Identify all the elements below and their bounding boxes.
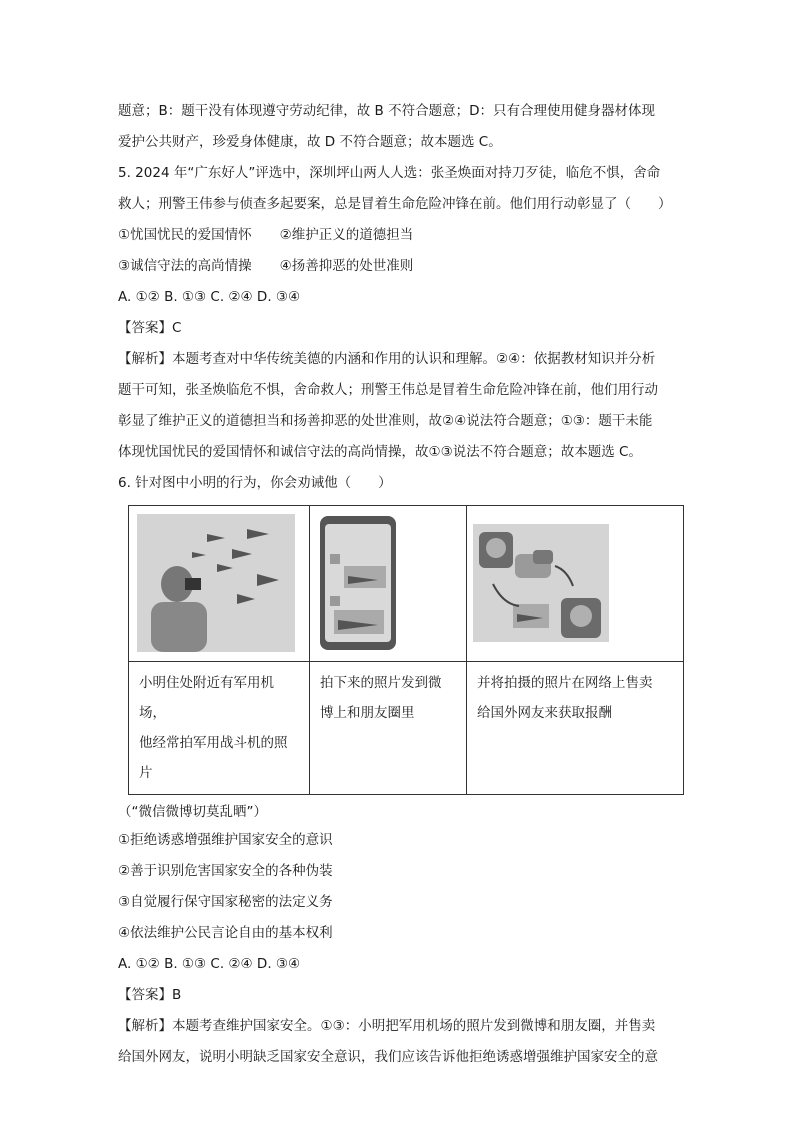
analysis-line: 给国外网友，说明小明缺乏国家安全意识，我们应该告诉他拒绝诱惑增强维护国家安全的意 xyxy=(118,1049,658,1065)
question-6-stem: 6. 针对图中小明的行为，你会劝诫他（ ） xyxy=(118,475,392,491)
analysis-line: 体现忧国忧民的爱国情怀和诚信守法的高尚情操，故①③说法不符合题意；故本题选 C。 xyxy=(118,444,642,460)
option-line: ③自觉履行保守国家秘密的法定义务 xyxy=(118,894,333,910)
comic-panel-2 xyxy=(310,506,467,662)
option-line: ②善于识别危害国家安全的各种伪装 xyxy=(118,863,333,879)
question-6-answer: 【答案】B xyxy=(118,987,182,1003)
option-4: ④扬善抑恶的处世准则 xyxy=(279,258,414,274)
question-5-choices: A. ①② B. ①③ C. ②④ D. ③④ xyxy=(118,289,301,305)
question-5-options-row xyxy=(118,220,678,251)
option-3: ③诚信守法的高尚情操 xyxy=(118,258,252,274)
comic-caption-1: 小明住处附近有军用机场， 他经常拍军用战斗机的照片 xyxy=(129,662,310,795)
analysis-line: 【解析】本题考查维护国家安全。①③：小明把军用机场的照片发到微博和朋友圈，并售卖 xyxy=(118,1018,656,1034)
analysis-line: 彰显了维护正义的道德担当和扬善抑恶的处世准则，故②④说法符合题意；①③：题干未能 xyxy=(118,413,653,429)
selling-illustration xyxy=(473,524,609,642)
comic-panel-1 xyxy=(129,506,310,662)
question-5-stem: 救人；刑警王伟参与侦查多起要案，总是冒着生命危险冲锋在前。他们用行动彰显了（ ） xyxy=(118,196,672,212)
text-line: 爱护公共财产，珍爱身体健康，故 D 不符合题意；故本题选 C。 xyxy=(118,134,502,150)
option-line: ①拒绝诱惑增强维护国家安全的意识 xyxy=(118,832,333,848)
question-5-stem: 5. 2024 年“广东好人”评选中，深圳坪山两人人选：张圣焕面对持刀歹徒，临危不惧，舍命 xyxy=(118,165,661,181)
analysis-line: 题干可知，张圣焕临危不惧，舍命救人；刑警王伟总是冒着生命危险冲锋在前，他们用行动 xyxy=(118,382,658,398)
comic-caption-3: 并将拍摄的照片在网络上售卖 给国外网友来获取报酬 xyxy=(467,662,684,795)
option-2: ②维护正义的道德担当 xyxy=(279,227,414,243)
comic-panel-3 xyxy=(467,506,684,662)
phone-illustration xyxy=(320,516,396,650)
analysis-line: 【解析】本题考查对中华传统美德的内涵和作用的认识和理解。②④：依据教材知识并分析 xyxy=(118,351,656,367)
comic-table xyxy=(128,505,684,795)
option-line: ④依法维护公民言论自由的基本权利 xyxy=(118,925,333,941)
question-5-answer: 【答案】C xyxy=(118,320,182,336)
document-page xyxy=(118,96,678,1073)
question-6-choices: A. ①② B. ①③ C. ②④ D. ③④ xyxy=(118,956,301,972)
comic-caption-2: 拍下来的照片发到微 博上和朋友圈里 xyxy=(310,662,467,795)
question-5-options-row xyxy=(118,251,678,282)
text-line: 题意；B：题干没有体现遵守劳动纪律，故 B 不符合题意；D：只有合理使用健身器材体现 xyxy=(118,103,655,119)
option-1: ①忧国忧民的爱国情怀 xyxy=(118,227,252,243)
photographer-illustration xyxy=(137,514,295,652)
comic-title-note: （“微信微博切莫乱晒”） xyxy=(118,804,267,820)
